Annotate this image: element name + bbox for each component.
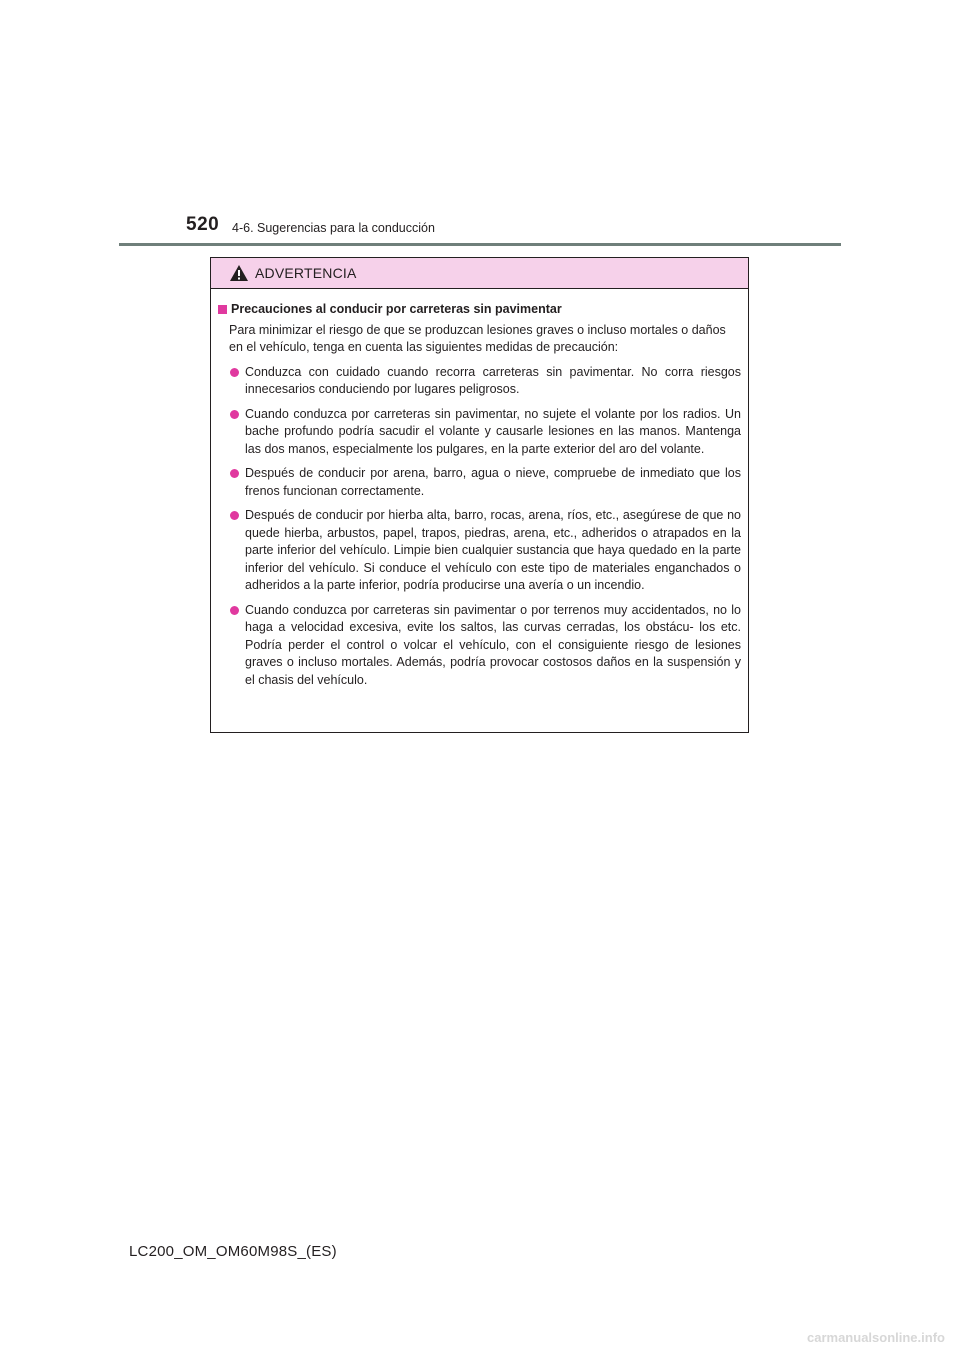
warning-triangle-icon	[229, 264, 249, 282]
list-item	[218, 465, 741, 500]
circle-bullet-icon	[230, 469, 239, 478]
list-item	[218, 602, 741, 690]
circle-bullet-icon	[230, 410, 239, 419]
precaution-list	[218, 364, 741, 690]
warning-intro: Para minimizar el riesgo de que se produzcan lesiones graves o incluso mortales o daños en el vehículo, tenga en cuenta las siguientes medidas de precaución:	[229, 322, 726, 354]
warning-subheading	[218, 301, 741, 319]
list-item-text: Después de conducir por arena, barro, agua o nieve, compruebe de inmediato que los frenos funcionan correctamente.	[245, 466, 741, 498]
section-title: 4-6. Sugerencias para la conducción	[232, 221, 435, 235]
list-item-text: Después de conducir por hierba alta, barro, rocas, arena, ríos, etc., asegúrese de que no quede hierba, arbustos, papel, trapos, piedras, arena, etc., adheridos o atrapados en la parte inferior del vehículo. Limpie bien cualquier sustancia que haya quedado en la parte inferior del vehículo. Si conduce el vehículo con este tipo de materiales enganchados o adheridos a la parte inferior, podría producirse una avería o un incendio.	[245, 508, 741, 592]
watermark[interactable]: carmanualsonline.info	[807, 1330, 945, 1345]
warning-box	[210, 257, 749, 733]
list-item-text: Cuando conduzca por carreteras sin pavimentar o por terrenos muy accidentados, no lo haga a velocidad excesiva, evite los saltos, las curvas cerradas, los obstácu- los etc. Podría perder el control o volcar el vehículo, con el consiguiente riesgo de lesiones graves o incluso mortales. Además, podría provocar costosos daños en la suspensión y el chasis del vehículo.	[245, 602, 741, 687]
subheading-text: Precauciones al conducir por carreteras sin pavimentar	[231, 302, 562, 316]
warning-body	[211, 289, 748, 689]
list-item-text: Conduzca con cuidado cuando recorra carreteras sin pavimentar. No corra riesgos innecesarios conduciendo por lugares peligrosos.	[245, 364, 741, 396]
warning-label: ADVERTENCIA	[255, 265, 357, 281]
list-item	[218, 364, 741, 399]
list-item	[218, 507, 741, 595]
circle-bullet-icon	[230, 606, 239, 615]
warning-header	[211, 258, 748, 289]
header-rule	[119, 243, 841, 246]
page-number: 520	[186, 214, 220, 235]
circle-bullet-icon	[230, 368, 239, 377]
circle-bullet-icon	[230, 511, 239, 520]
list-item	[218, 406, 741, 459]
document-code: LC200_OM_OM60M98S_(ES)	[129, 1243, 337, 1260]
square-bullet-icon	[218, 305, 227, 314]
list-item-text: Cuando conduzca por carreteras sin pavimentar, no sujete el volante por los radios. Un bache profundo podría sacudir el volante y causarle lesiones en las manos. Mantenga las dos manos, especialmente los pulgares, en la parte exterior del aro del volante.	[245, 406, 741, 456]
